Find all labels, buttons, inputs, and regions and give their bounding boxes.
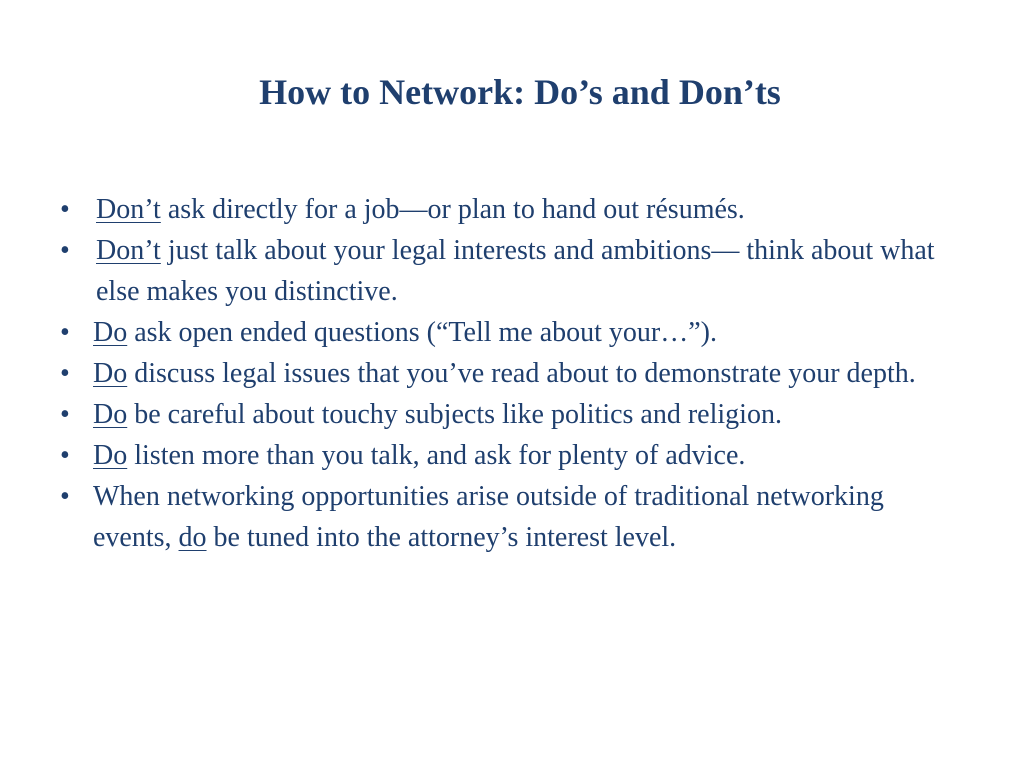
bullet-keyword: Don’t <box>96 235 161 266</box>
bullet-keyword: Do <box>93 358 128 389</box>
bullet-item <box>58 394 938 435</box>
bullet-keyword: Do <box>93 317 128 348</box>
bullet-item <box>58 435 938 476</box>
bullet-text: discuss legal issues that you’ve read about to demonstrate your depth. <box>127 358 916 389</box>
bullet-icon: • <box>60 399 70 430</box>
bullet-text: ask directly for a job—or plan to hand out résumés. <box>160 194 745 225</box>
slide-title: How to Network: Do’s and Don’ts <box>259 72 781 112</box>
bullet-keyword: Do <box>93 399 128 430</box>
bullet-icon: • <box>60 358 70 389</box>
bullet-keyword: Do <box>93 440 128 471</box>
bullet-text: be careful about touchy subjects like politics and religion. <box>127 399 782 430</box>
bullet-text: be tuned into the attorney’s interest level. <box>206 522 677 553</box>
bullet-icon: • <box>60 235 70 266</box>
bullet-item <box>58 312 938 353</box>
bullet-list <box>58 189 938 558</box>
bullet-text: ask open ended questions (“Tell me about your…”). <box>127 317 717 348</box>
bullet-text: just talk about your legal interests and ambitions— think about what else makes you distinctive. <box>96 235 935 307</box>
bullet-keyword: Don’t <box>96 194 161 225</box>
bullet-item <box>58 476 938 558</box>
bullet-icon: • <box>60 194 70 225</box>
bullet-item <box>58 353 938 394</box>
bullet-icon: • <box>60 317 70 348</box>
bullet-text-prefix: When networking opportunities arise outside of traditional networking events, <box>93 481 884 553</box>
bullet-keyword: do <box>178 522 207 553</box>
bullet-icon: • <box>60 481 70 512</box>
bullet-icon: • <box>60 440 70 471</box>
bullet-item <box>58 189 938 230</box>
bullet-text: listen more than you talk, and ask for plenty of advice. <box>127 440 746 471</box>
bullet-item <box>58 230 938 312</box>
